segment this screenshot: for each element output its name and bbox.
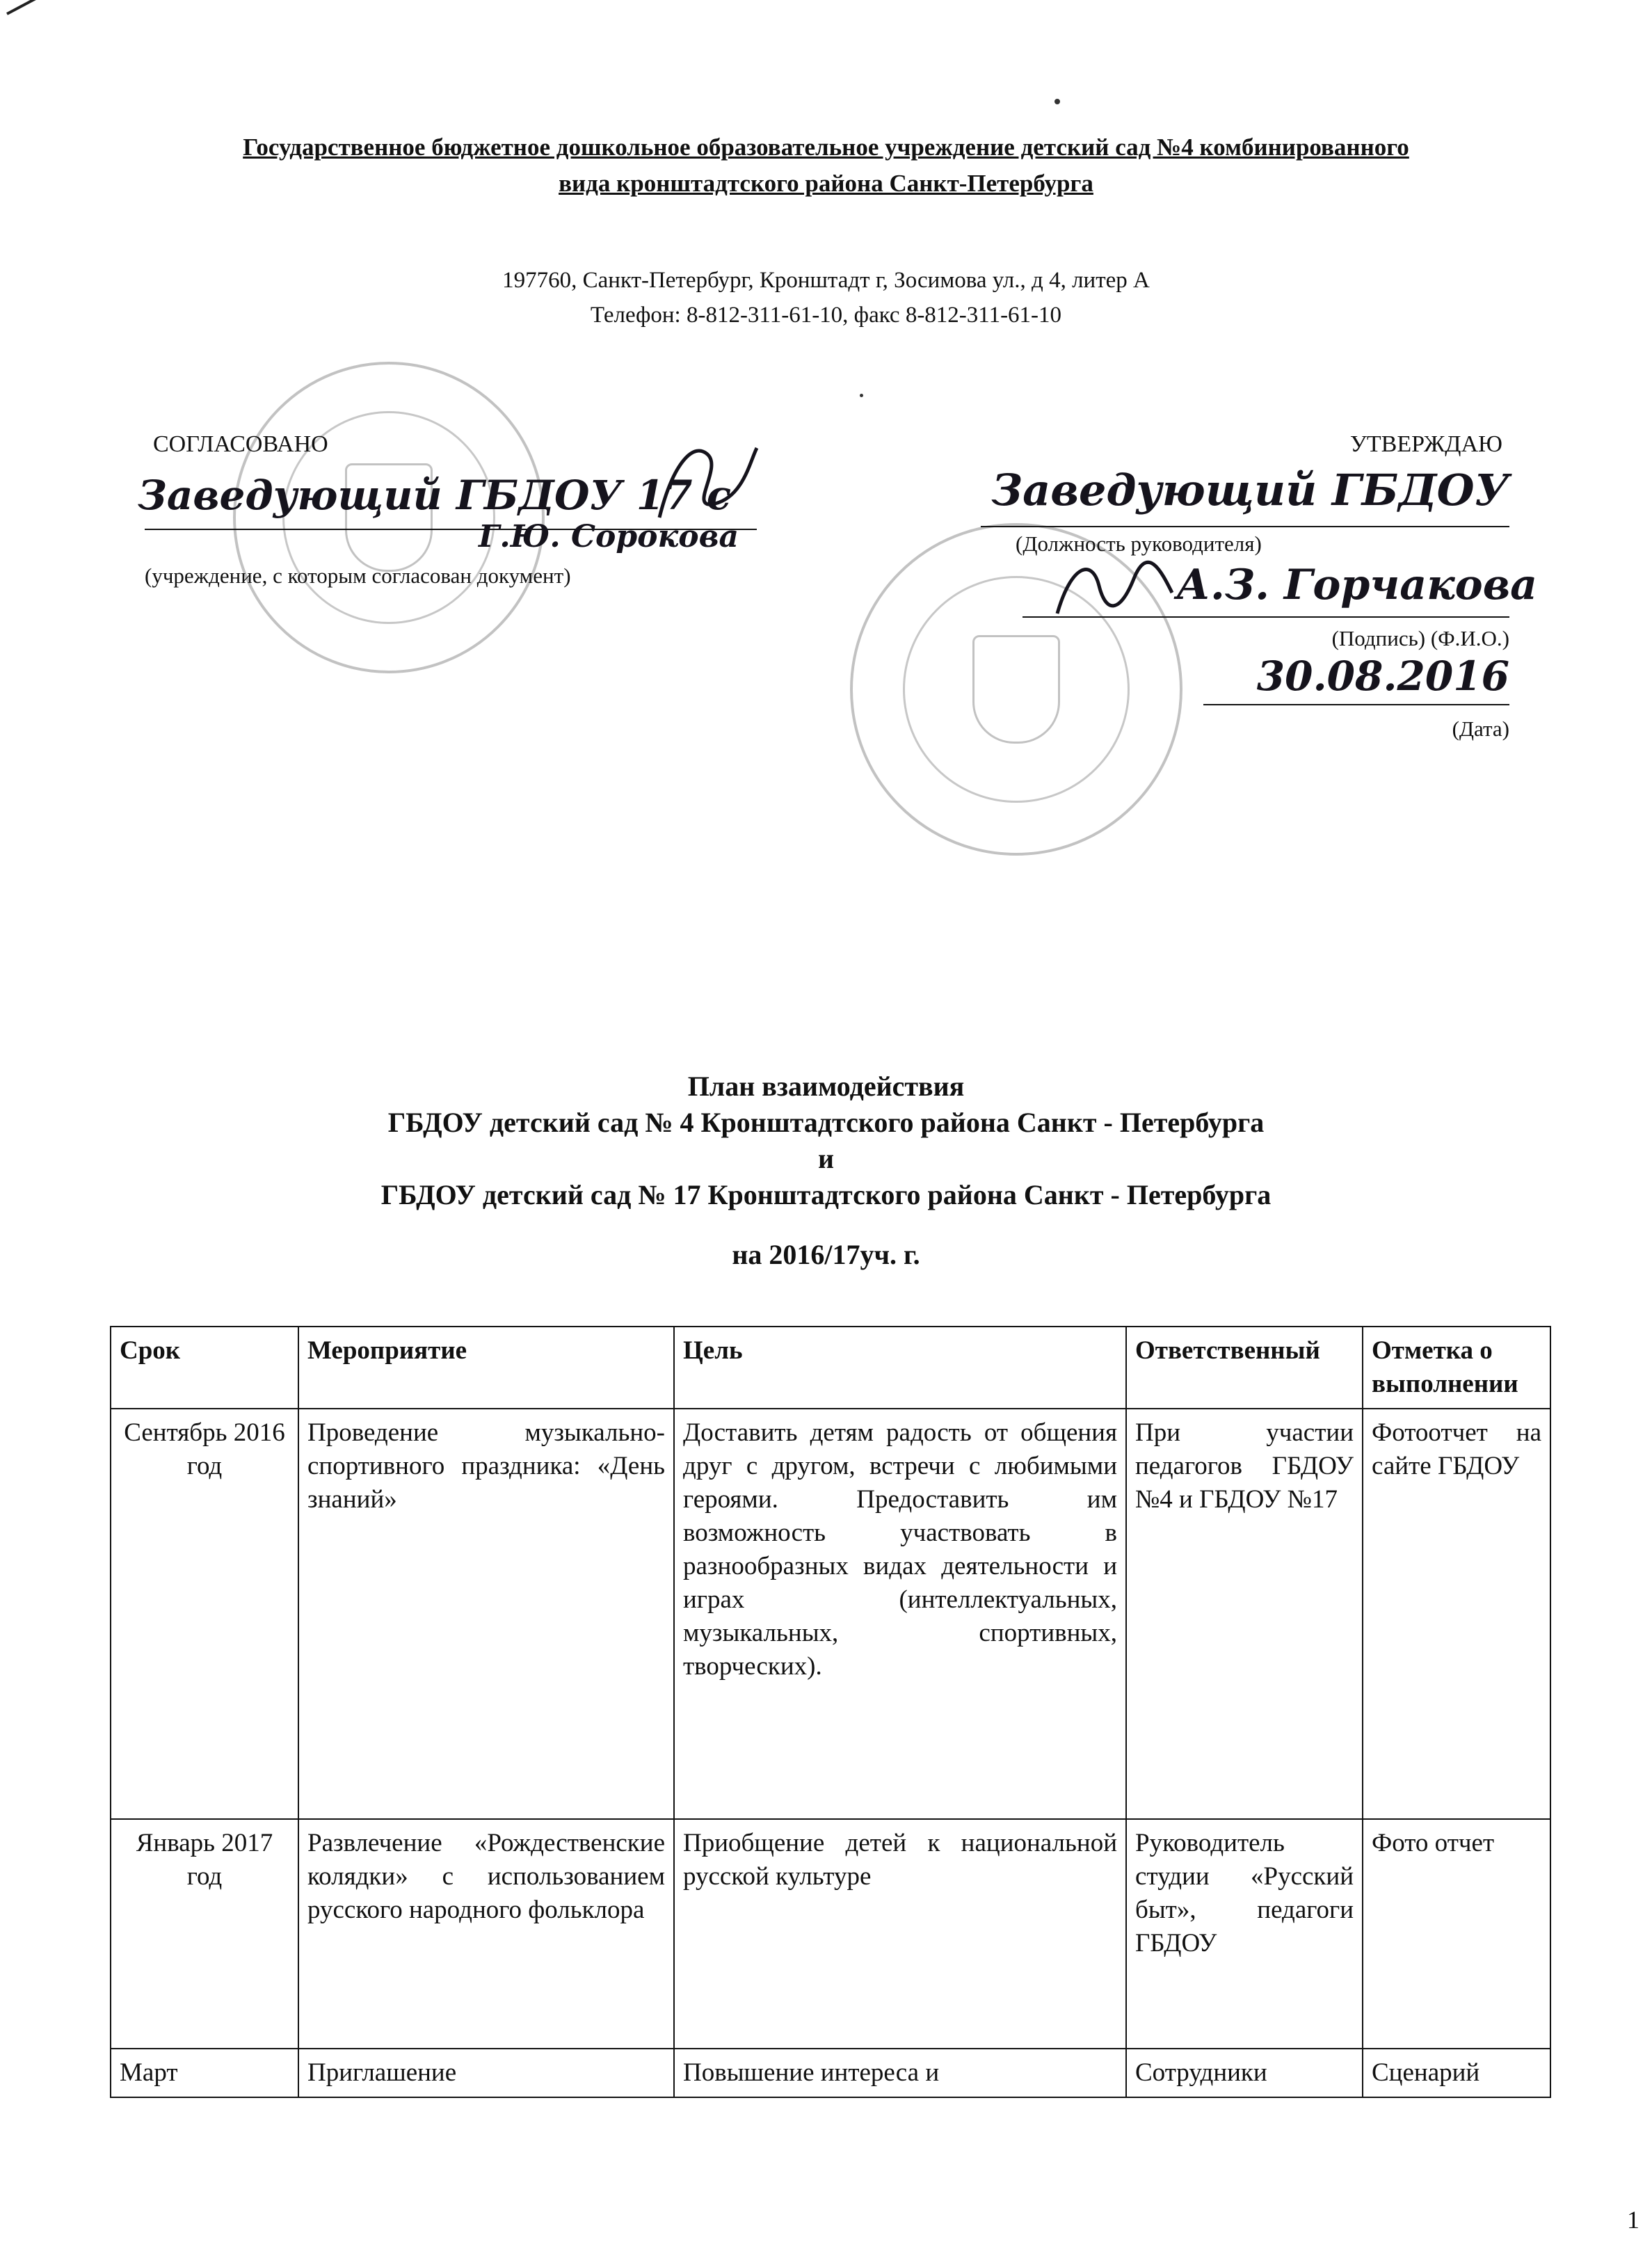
cell-goal: Приобщение детей к национальной русской культуре [674,1819,1126,2049]
scan-dot [860,394,863,397]
organization-title-line2: вида кронштадтского района Санкт-Петербурга [559,170,1093,197]
plan-title [0,1068,1652,1273]
approval-right-block [953,431,1537,743]
agreed-handwritten-name: Г.Ю. Сорокова [479,519,739,554]
table-header-row [111,1327,1550,1409]
cell-responsible: При участии педагогов ГБДОУ №4 и ГБДОУ №17 [1126,1409,1363,1819]
cell-mark: Сценарий [1363,2049,1550,2097]
cell-responsible: Сотрудники [1126,2049,1363,2097]
column-header-responsible: Ответственный [1126,1327,1363,1409]
page-number: 1 [1627,2206,1639,2234]
approve-caption: УТВЕРЖДАЮ [1349,431,1502,457]
scan-dot [1054,99,1060,104]
plan-academic-year: на 2016/17уч. г. [732,1239,920,1270]
organization-contacts [0,263,1652,333]
plan-title-line3: и [817,1143,835,1174]
plan-title-line1: План взаимодействия [687,1071,965,1102]
agreed-name-area [145,519,757,572]
column-header-event: Мероприятие [298,1327,674,1409]
table-row [111,1819,1550,2049]
cell-mark: Фотоотчет на сайте ГБДОУ [1363,1409,1550,1819]
approve-position-line [981,458,1509,527]
cell-event: Проведение музыкально-спортивного праздника: «День знаний» [298,1409,674,1819]
plan-table [110,1326,1551,2098]
organization-title-line1: Государственное бюджетное дошкольное образовательное учреждение детский сад №4 комбинированного [243,134,1409,161]
cell-event: Развлечение «Рождественские колядки» с использованием русского народного фольклора [298,1819,674,2049]
plan-title-line4: ГБДОУ детский сад № 17 Кронштадтского района Санкт - Петербурга [380,1179,1272,1210]
cell-term: Январь 2017 год [111,1819,298,2049]
cell-mark: Фото отчет [1363,1819,1550,2049]
approve-handwritten-date: 30.08.2016 [1256,652,1509,700]
cell-event: Приглашение [298,2049,674,2097]
plan-title-line2: ГБДОУ детский сад № 4 Кронштадтского района Санкт - Петербурга [387,1107,1265,1138]
approve-handwritten-name: А.З. Горчакова [1176,561,1537,609]
approve-signature-scribble [1050,551,1176,627]
cell-term: Март [111,2049,298,2097]
table-row [111,2049,1550,2097]
phone-line: Телефон: 8-812-311-61-10, факс 8-812-311-61-10 [590,303,1062,328]
organization-title [0,129,1652,202]
cell-goal: Доставить детям радость от общения друг с другом, встречи с любимыми героями. Предоставить им возможность участвовать в разнообразных видах деятельности и играх (интеллектуальных, музыкальных, спортивных, творческих). [674,1409,1126,1819]
column-header-mark: Отметка о выполнении [1363,1327,1550,1409]
cell-responsible: Руководитель студии «Русский быт», педагоги ГБДОУ [1126,1819,1363,2049]
table-row [111,1409,1550,1819]
address-line: 197760, Санкт-Петербург, Кронштадт г, Зосимова ул., д 4, литер А [502,268,1150,293]
agreed-handwritten-position: Заведующий ГБДОУ 17 с [138,472,732,519]
approval-left-block [138,431,757,590]
approve-handwritten-position: Заведующий ГБДОУ [991,465,1509,515]
cell-term: Сентябрь 2016 год [111,1409,298,1819]
approve-sign-caption: (Подпись) (Ф.И.О.) [1331,626,1509,650]
approve-date-line [1203,652,1509,705]
approve-signature-line [1023,558,1537,618]
column-header-term: Срок [111,1327,298,1409]
column-header-goal: Цель [674,1327,1126,1409]
agreed-caption: СОГЛАСОВАНО [153,431,328,457]
scan-mark [6,0,88,15]
approve-date-caption: (Дата) [1452,716,1509,741]
approve-position-caption: (Должность руководителя) [1016,531,1262,556]
agreed-subcaption: (учреждение, с которым согласован документ) [145,563,571,588]
cell-goal: Повышение интереса и [674,2049,1126,2097]
